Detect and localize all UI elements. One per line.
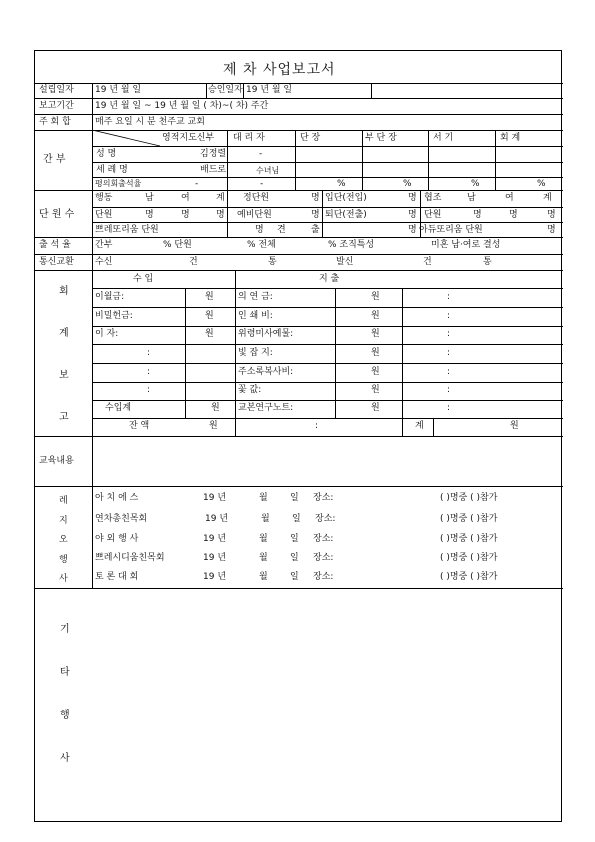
role-president: 단 장	[300, 133, 321, 143]
expense-colon: :	[447, 329, 451, 339]
period-label: 보고기간	[39, 101, 74, 111]
comm-received: 수신	[95, 257, 113, 267]
members-label: 단 원 수	[39, 209, 75, 220]
legion-event-day: 일	[292, 514, 301, 524]
legion-event-day: 일	[290, 534, 299, 544]
expense-unit: 원	[371, 292, 380, 302]
rule	[35, 486, 563, 487]
expense-header: 지 출	[319, 274, 340, 284]
income-header: 수 입	[133, 274, 154, 284]
rule	[92, 207, 563, 208]
education-label: 교육내용	[39, 456, 74, 466]
rule	[206, 83, 207, 98]
rule	[35, 190, 563, 191]
accounting-label-1: 회	[59, 286, 69, 297]
m-r2-7: 명	[408, 210, 417, 220]
att-secretary: %	[471, 179, 480, 189]
legion-event-year: 19 년	[203, 553, 227, 563]
legion-event-count: ( )명중 ( )참가	[440, 493, 498, 503]
expense-unit: 원	[371, 348, 380, 358]
m-r1-2: 여	[181, 193, 190, 203]
income-unit: 원	[205, 311, 214, 321]
legion-label-5: 사	[59, 574, 68, 584]
rule	[92, 222, 563, 223]
legion-event-count: ( )명중 ( )참가	[440, 534, 498, 544]
period-value[interactable]: 19 년 월 일 ~ 19 년 월 일 ( 차)~( 차) 주간	[95, 101, 269, 111]
rule	[227, 190, 228, 237]
deputy-name-dash: -	[259, 149, 263, 159]
comm-sent-unit: 통	[483, 257, 492, 267]
role-deputy: 대 리 자	[233, 133, 265, 143]
m-r2-10: 명	[509, 210, 518, 220]
page-title: 제 차 사업보고서	[223, 62, 336, 78]
m-r3-4: 명	[408, 225, 417, 235]
legion-label-1: 레	[59, 496, 68, 506]
m-r3-2: 견	[277, 225, 286, 235]
director-baptism-name[interactable]: 배드로	[200, 165, 227, 175]
rule	[243, 83, 244, 98]
m-r2-3: 명	[216, 210, 225, 220]
other-label-3: 행	[60, 710, 70, 721]
comm-sent-count: 건	[423, 257, 432, 267]
est-date-label: 설립일자	[39, 85, 74, 95]
rule	[35, 114, 563, 115]
rule	[295, 130, 296, 190]
balance-unit: 원	[209, 421, 218, 431]
rule	[92, 146, 563, 147]
att-cell-total: % 전체	[247, 240, 276, 250]
legion-event-month: 월	[261, 514, 270, 524]
m-r3-3: 출	[311, 225, 320, 235]
legion-event-place: 장소:	[313, 493, 334, 503]
rule	[235, 270, 236, 436]
income-item: 이월금:	[95, 292, 125, 302]
grand-total-unit: 원	[510, 421, 519, 431]
legion-event-count: ( )명중 ( )참가	[440, 572, 498, 582]
income-unit: 원	[205, 292, 214, 302]
legion-label-2: 지	[59, 516, 68, 526]
rule	[92, 307, 563, 308]
income-item: :	[147, 385, 151, 395]
m-r2-0: 단원	[95, 210, 113, 220]
legion-event-place: 장소:	[313, 534, 334, 544]
attendance-rate-label: 평의회출석율	[95, 179, 142, 188]
rule	[92, 382, 563, 383]
income-item: :	[147, 367, 151, 377]
role-treasurer: 회 계	[500, 133, 521, 143]
expense-unit: 원	[371, 385, 380, 395]
income-unit: 원	[205, 329, 214, 339]
report-sheet	[34, 50, 562, 822]
rule	[185, 288, 186, 418]
expense-item: 인 쇄 비:	[238, 311, 273, 321]
expense-item: 주소록복사비:	[238, 367, 294, 377]
expense-unit: 원	[371, 403, 380, 413]
income-item: 이 자:	[95, 329, 119, 339]
att-cell-officers: 간부	[95, 240, 113, 250]
legion-event-count: ( )명중 ( )참가	[440, 514, 498, 524]
meeting-value[interactable]: 매주 요일 시 분 천주교 교회	[95, 117, 205, 127]
grand-total-label: 계	[415, 421, 424, 431]
expense-item: 교본연구노트:	[238, 403, 294, 413]
income-total-unit: 원	[211, 403, 220, 413]
legion-event-name: 연차총친목회	[95, 514, 148, 524]
approval-date-label: 승인일자	[208, 85, 243, 95]
est-date-value[interactable]: 19 년 월 일	[95, 85, 142, 95]
legion-event-name: 아 치 에 스	[95, 493, 139, 503]
legion-event-place: 장소:	[313, 553, 334, 563]
legion-event-name: 쁘레시디움친목회	[95, 553, 165, 563]
legion-event-year: 19 년	[203, 493, 227, 503]
legion-event-place: 장소:	[313, 572, 334, 582]
accounting-label-4: 고	[59, 412, 69, 423]
expense-colon: :	[447, 367, 451, 377]
m-r1-3: 계	[216, 193, 225, 203]
diagonal-line	[92, 130, 160, 146]
legion-event-year: 19 년	[203, 534, 227, 544]
m-r2-6: 퇴단(전출)	[325, 210, 367, 220]
legion-event-month: 월	[259, 534, 268, 544]
m-r3-0: 쁘레또리움 단원	[95, 225, 159, 235]
rule	[92, 400, 563, 401]
rule	[322, 190, 323, 237]
att-cell-members: % 단원	[163, 240, 192, 250]
m-r1-6: 입단(전입)	[325, 193, 367, 203]
att-cell-org: % 조직특성	[328, 240, 375, 250]
m-r2-2: 명	[181, 210, 190, 220]
legion-label-4: 행	[59, 555, 68, 565]
m-r1-8: 협조	[424, 193, 442, 203]
rule	[92, 177, 563, 178]
director-name[interactable]: 김정렬	[200, 149, 227, 159]
expense-item: 빛 잡 지:	[238, 348, 273, 358]
rule	[35, 98, 563, 99]
attendance-label: 출 석 율	[39, 240, 71, 250]
rule	[92, 326, 563, 327]
comm-received-count: 건	[189, 257, 198, 267]
rule	[362, 130, 363, 190]
accounting-label-3: 보	[59, 370, 69, 381]
expense-unit: 원	[371, 311, 380, 321]
m-r1-0: 행동	[95, 193, 113, 203]
comm-label: 통신교환	[39, 257, 74, 267]
legion-event-day: 일	[290, 493, 299, 503]
deputy-note: 수녀님	[256, 166, 280, 175]
legion-event-name: 토 론 대 회	[95, 572, 139, 582]
accounting-label-2: 계	[59, 328, 69, 339]
expense-colon: :	[447, 348, 451, 358]
m-r3-1: 명	[255, 225, 264, 235]
m-r1-5: 명	[311, 193, 320, 203]
rule	[35, 83, 563, 84]
legion-event-month: 월	[259, 572, 268, 582]
m-r3-6: 명	[547, 225, 556, 235]
rule	[35, 588, 563, 589]
att-vice-president: %	[403, 179, 412, 189]
rule	[92, 363, 563, 364]
att-president: %	[337, 179, 346, 189]
role-vice-president: 부 단 장	[365, 133, 397, 143]
expense-colon: :	[447, 385, 451, 395]
rule	[92, 344, 563, 345]
legion-event-year: 19 년	[203, 572, 227, 582]
m-r2-9: 명	[473, 210, 482, 220]
expense-colon: :	[447, 292, 451, 302]
legion-event-name: 야 외 행 사	[95, 534, 139, 544]
legion-event-place: 장소:	[315, 514, 336, 524]
expense-colon: :	[447, 403, 451, 413]
m-r2-5: 명	[311, 210, 320, 220]
legion-event-day: 일	[290, 553, 299, 563]
rule	[35, 270, 563, 271]
rule	[92, 83, 93, 588]
officers-label: 간 부	[43, 154, 66, 165]
comm-received-unit: 통	[268, 257, 277, 267]
att-cell-note: 미혼 남·여로 결성	[431, 240, 501, 250]
legion-event-day: 일	[290, 572, 299, 582]
rule	[92, 418, 563, 419]
rule	[35, 254, 563, 255]
rule	[92, 162, 563, 163]
baptism-row-label: 세 례 명	[96, 165, 128, 175]
rule	[227, 130, 228, 190]
m-r1-7: 명	[408, 193, 417, 203]
att-deputy: -	[260, 179, 264, 189]
m-r1-10: 여	[505, 193, 514, 203]
m-r3-5: 아듀또리움 단원	[419, 225, 483, 235]
expense-unit: 원	[371, 329, 380, 339]
rule	[35, 237, 563, 238]
meeting-label: 주 회 합	[39, 117, 71, 127]
m-r1-9: 남	[467, 193, 476, 203]
income-total-label: 수입계	[105, 403, 132, 413]
legion-event-year: 19 년	[205, 514, 229, 524]
comm-sent: 발신	[336, 257, 354, 267]
expense-colon: :	[447, 311, 451, 321]
legion-label-3: 오	[59, 535, 68, 545]
rule	[335, 288, 336, 418]
expense-unit: 원	[371, 367, 380, 377]
income-item: 비밀헌금:	[95, 311, 133, 321]
rule	[433, 418, 434, 436]
role-spiritual-director: 영적지도신부	[162, 133, 215, 143]
expense-item: 꽃 값:	[238, 385, 262, 395]
balance-colon: :	[315, 421, 319, 431]
rule	[371, 83, 372, 98]
expense-item: 의 연 금:	[238, 292, 273, 302]
expense-item: 위령미사예물:	[238, 329, 294, 339]
other-label-1: 기	[60, 624, 70, 635]
rule	[402, 288, 403, 436]
m-r1-11: 계	[543, 193, 552, 203]
rule	[495, 130, 496, 190]
rule	[92, 288, 563, 289]
balance-label: 잔 액	[129, 421, 150, 431]
m-r2-1: 명	[145, 210, 154, 220]
name-row-label: 성 명	[96, 149, 117, 159]
att-director: -	[195, 179, 199, 189]
legion-event-count: ( )명중 ( )참가	[440, 553, 498, 563]
m-r2-8: 단원	[424, 210, 442, 220]
rule	[428, 130, 429, 190]
other-label-4: 사	[60, 753, 70, 764]
income-item: :	[147, 348, 151, 358]
m-r2-11: 명	[547, 210, 556, 220]
legion-event-month: 월	[259, 493, 268, 503]
approval-date-value[interactable]: 19 년 월 일	[246, 85, 293, 95]
m-r1-1: 남	[145, 193, 154, 203]
legion-event-month: 월	[259, 553, 268, 563]
m-r1-4: 정단원	[243, 193, 270, 203]
m-r2-4: 예비단원	[237, 210, 272, 220]
rule	[35, 436, 563, 437]
role-secretary: 서 기	[433, 133, 454, 143]
other-label-2: 타	[60, 667, 70, 678]
att-treasurer: %	[537, 179, 546, 189]
